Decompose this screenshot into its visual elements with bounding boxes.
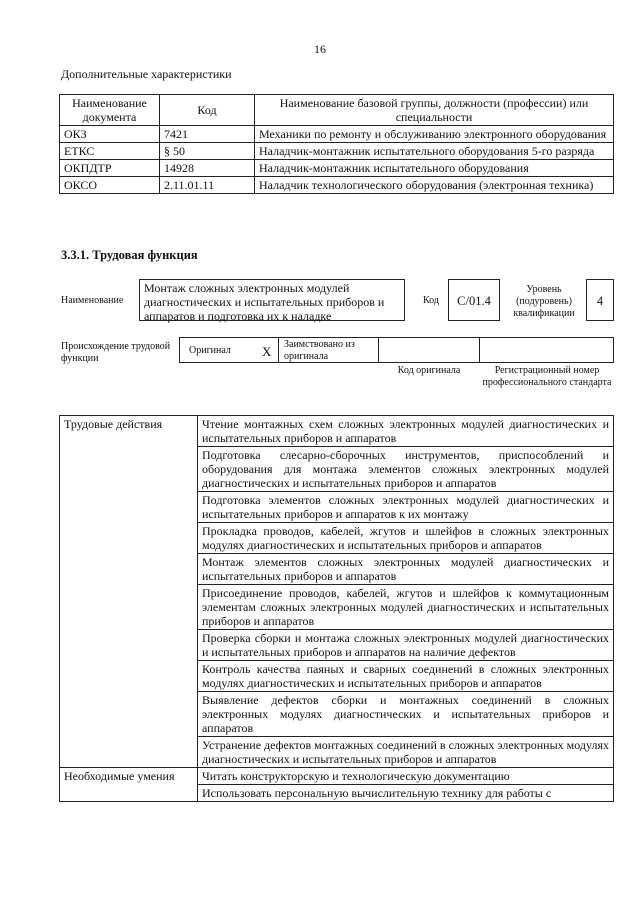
origin-divider bbox=[378, 337, 379, 363]
origin-box bbox=[179, 337, 614, 363]
name-cell: Наладчик технологического оборудования (электронная техника) bbox=[255, 177, 614, 194]
code-label: Код bbox=[423, 295, 439, 306]
table-row bbox=[60, 143, 614, 160]
origin-divider bbox=[479, 337, 480, 363]
table-row bbox=[60, 416, 614, 447]
labor-action-item: Проверка сборки и монтажа сложных электронных модулей диагностических и испытательных приборов и аппаратов на наличие дефектов bbox=[198, 630, 614, 661]
labor-action-item: Контроль качества паяных и сварных соединений в сложных электронных модулях диагностических и испытательных приборов и аппаратов bbox=[198, 661, 614, 692]
header-code: Код bbox=[160, 95, 255, 126]
function-name-value: Монтаж сложных электронных модулей диагностических и испытательных приборов и аппаратов и подготовка их к наладке bbox=[139, 279, 405, 321]
additional-characteristics-table bbox=[59, 94, 614, 194]
section-title: Дополнительные характеристики bbox=[61, 67, 232, 81]
code-cell: 7421 bbox=[160, 126, 255, 143]
name-cell: Наладчик-монтажник испытательного оборудования 5-го разряда bbox=[255, 143, 614, 160]
labor-action-item: Чтение монтажных схем сложных электронных модулей диагностических и испытательных приборов и аппаратов bbox=[198, 416, 614, 447]
duties-table bbox=[59, 415, 614, 802]
doc-cell: ОКСО bbox=[60, 177, 160, 194]
table-row bbox=[60, 160, 614, 177]
labor-action-item: Выявление дефектов сборки и монтажных соединений в сложных электронных модулях диагностических и испытательных приборов и аппаратов bbox=[198, 692, 614, 737]
table-row bbox=[60, 177, 614, 194]
level-label: Уровень (подуровень) квалификации bbox=[513, 284, 575, 319]
name-cell: Наладчик-монтажник испытательного оборудования bbox=[255, 160, 614, 177]
labor-action-item: Подготовка элементов сложных электронных модулей диагностических и испытательных приборов и аппаратов к их монтажу bbox=[198, 492, 614, 523]
header-document: Наименование документа bbox=[60, 95, 160, 126]
reg-number-label: Регистрационный номер профессионального стандарта bbox=[482, 365, 612, 388]
labor-actions-label: Трудовые действия bbox=[60, 416, 198, 768]
header-name: Наименование базовой группы, должности (профессии) или специальности bbox=[255, 95, 614, 126]
borrowed-label: Заимствовано из оригинала bbox=[284, 339, 355, 362]
labor-action-item: Устранение дефектов монтажных соединений в сложных электронных модулях диагностических и испытательных приборов и аппаратов bbox=[198, 737, 614, 768]
doc-cell: ОКЗ bbox=[60, 126, 160, 143]
code-cell: § 50 bbox=[160, 143, 255, 160]
original-label: Оригинал bbox=[189, 345, 231, 356]
labor-action-item: Монтаж элементов сложных электронных модулей диагностических и испытательных приборов и аппаратов bbox=[198, 554, 614, 585]
name-cell: Механики по ремонту и обслуживанию электронного оборудования bbox=[255, 126, 614, 143]
origin-divider bbox=[278, 337, 279, 363]
original-mark: X bbox=[262, 344, 272, 359]
origin-label: Происхождение трудовой функции bbox=[61, 341, 171, 364]
code-cell: 14928 bbox=[160, 160, 255, 177]
labor-action-item: Присоединение проводов, кабелей, жгутов и шлейфов к коммутационным элементам сложных электронных модулей диагностических и испытательных приборов и аппаратов bbox=[198, 585, 614, 630]
skill-item: Использовать персональную вычислительную технику для работы с bbox=[198, 785, 614, 802]
code-original-label: Код оригинала bbox=[397, 365, 461, 376]
doc-cell: ОКПДТР bbox=[60, 160, 160, 177]
doc-cell: ЕТКС bbox=[60, 143, 160, 160]
labor-action-item: Прокладка проводов, кабелей, жгутов и шлейфов в сложных электронных модулях диагностических и испытательных приборов и аппаратов bbox=[198, 523, 614, 554]
name-label: Наименование bbox=[61, 295, 124, 306]
page-number: 16 bbox=[314, 42, 326, 56]
function-heading: 3.3.1. Трудовая функция bbox=[61, 248, 198, 262]
skill-item: Читать конструкторскую и технологическую документацию bbox=[198, 768, 614, 785]
labor-action-item: Подготовка слесарно-сборочных инструментов, приспособлений и оборудования для монтажа элементов сложных электронных модулей диагностических и испытательных приборов и аппаратов bbox=[198, 447, 614, 492]
code-cell: 2.11.01.11 bbox=[160, 177, 255, 194]
table-row bbox=[60, 126, 614, 143]
function-code-value: C/01.4 bbox=[448, 279, 500, 321]
table-row bbox=[60, 768, 614, 785]
skills-label: Необходимые умения bbox=[60, 768, 198, 802]
level-value: 4 bbox=[586, 279, 614, 321]
